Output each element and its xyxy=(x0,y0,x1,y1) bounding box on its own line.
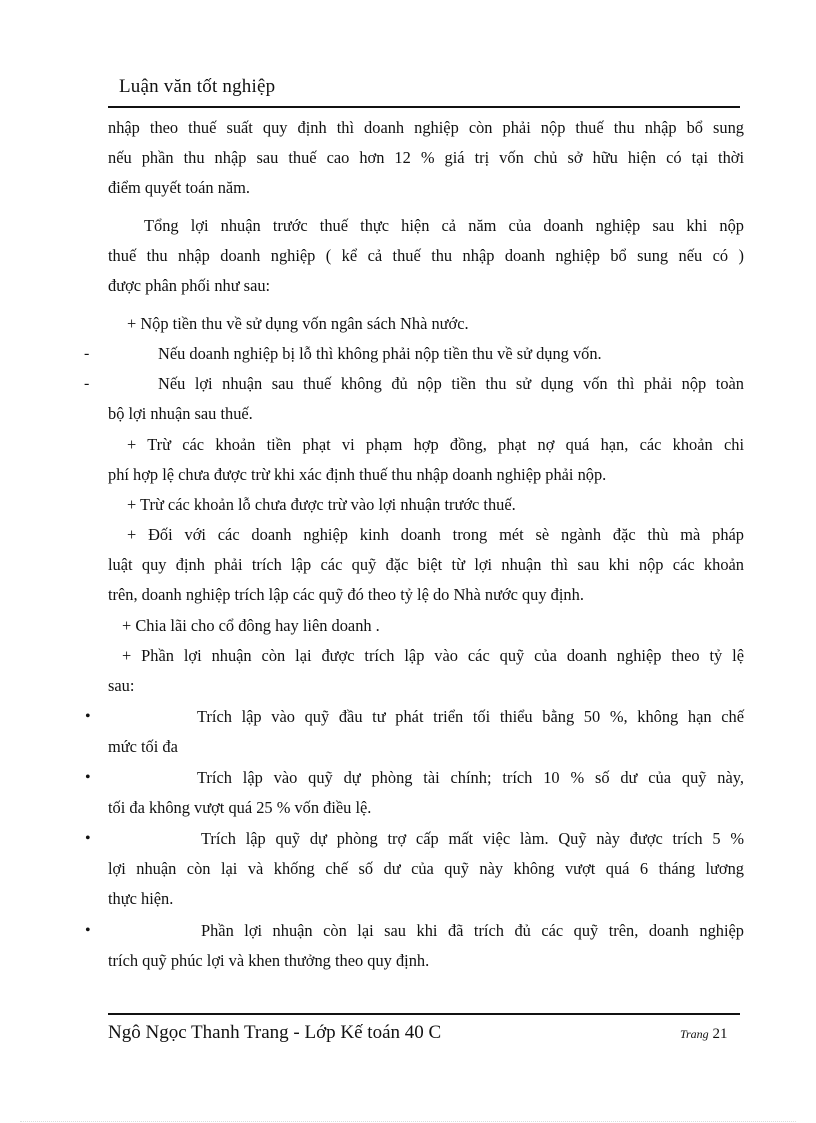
list-item: + Trừ các khoản lỗ chưa được trừ vào lợi nhuận trước thuế. xyxy=(127,495,516,514)
bullet-icon: • xyxy=(85,769,91,786)
bullet-icon: • xyxy=(85,922,91,939)
page-number xyxy=(680,1026,727,1043)
dash-marker: - xyxy=(84,345,90,362)
header-title: Luận văn tốt nghiệp xyxy=(119,76,276,97)
body-line: lợi nhuận còn lại và khống chế số dư của quỹ này không vượt quá 6 tháng lương xyxy=(108,859,744,878)
header-divider xyxy=(108,106,740,108)
list-item: Phần lợi nhuận còn lại sau khi đã trích đủ các quỹ trên, doanh nghiệp xyxy=(201,921,744,940)
list-item: + Chia lãi cho cổ đông hay liên doanh . xyxy=(122,616,380,635)
body-line: tối đa không vượt quá 25 % vốn điều lệ. xyxy=(108,798,372,817)
body-line: luật quy định phải trích lập các quỹ đặc biệt từ lợi nhuận thì sau khi nộp các khoản xyxy=(108,555,744,574)
list-item: Trích lập vào quỹ đầu tư phát triển tối thiểu bằng 50 %, không hạn chế xyxy=(197,707,744,726)
page-number-value: 21 xyxy=(712,1026,728,1042)
body-line: nếu phần thu nhập sau thuế cao hơn 12 % giá trị vốn chủ sở hữu hiện có tại thời xyxy=(108,148,744,167)
page-edge-divider xyxy=(20,1121,796,1122)
list-item: Trích lập quỹ dự phòng trợ cấp mất việc làm. Quỹ này được trích 5 % xyxy=(201,829,744,848)
footer-author: Ngô Ngọc Thanh Trang - Lớp Kế toán 40 C xyxy=(108,1022,442,1043)
list-item: Trích lập vào quỹ dự phòng tài chính; trích 10 % số dư của quỹ này, xyxy=(197,768,744,787)
body-line: được phân phối như sau: xyxy=(108,276,271,295)
body-line: Tổng lợi nhuận trước thuế thực hiện cả năm của doanh nghiệp sau khi nộp xyxy=(144,216,744,235)
body-line: thuế thu nhập doanh nghiệp ( kể cả thuế thu nhập doanh nghiệp bổ sung nếu có ) xyxy=(108,246,744,265)
list-item: + Nộp tiền thu về sử dụng vốn ngân sách Nhà nước. xyxy=(127,314,469,333)
list-item: + Phần lợi nhuận còn lại được trích lập vào các quỹ của doanh nghiệp theo tỷ lệ xyxy=(122,646,744,665)
bullet-icon: • xyxy=(85,830,91,847)
body-line: điểm quyết toán năm. xyxy=(108,178,251,197)
body-line: bộ lợi nhuận sau thuế. xyxy=(108,404,253,423)
body-line: mức tối đa xyxy=(108,737,178,756)
bullet-icon: • xyxy=(85,708,91,725)
dash-marker: - xyxy=(84,375,90,392)
list-item: + Đối với các doanh nghiệp kinh doanh trong mét sè ngành đặc thù mà pháp xyxy=(127,525,744,544)
body-line: trích quỹ phúc lợi và khen thưởng theo quy định. xyxy=(108,951,430,970)
body-line: phí hợp lệ chưa được trừ khi xác định thuế thu nhập doanh nghiệp phải nộp. xyxy=(108,465,607,484)
list-item: Nếu doanh nghiệp bị lỗ thì không phải nộp tiền thu về sử dụng vốn. xyxy=(158,344,602,363)
body-line: trên, doanh nghiệp trích lập các quỹ đó theo tỷ lệ do Nhà nước quy định. xyxy=(108,585,584,604)
body-line: thực hiện. xyxy=(108,889,174,908)
body-line: sau: xyxy=(108,676,135,695)
footer-divider xyxy=(108,1013,740,1015)
body-line: nhập theo thuế suất quy định thì doanh nghiệp còn phải nộp thuế thu nhập bổ sung xyxy=(108,118,744,137)
list-item: Nếu lợi nhuận sau thuế không đủ nộp tiền thu sử dụng vốn thì phải nộp toàn xyxy=(158,374,744,393)
page-label: Trang xyxy=(680,1027,709,1041)
list-item: + Trừ các khoản tiền phạt vi phạm hợp đồng, phạt nợ quá hạn, các khoản chi xyxy=(127,435,744,454)
